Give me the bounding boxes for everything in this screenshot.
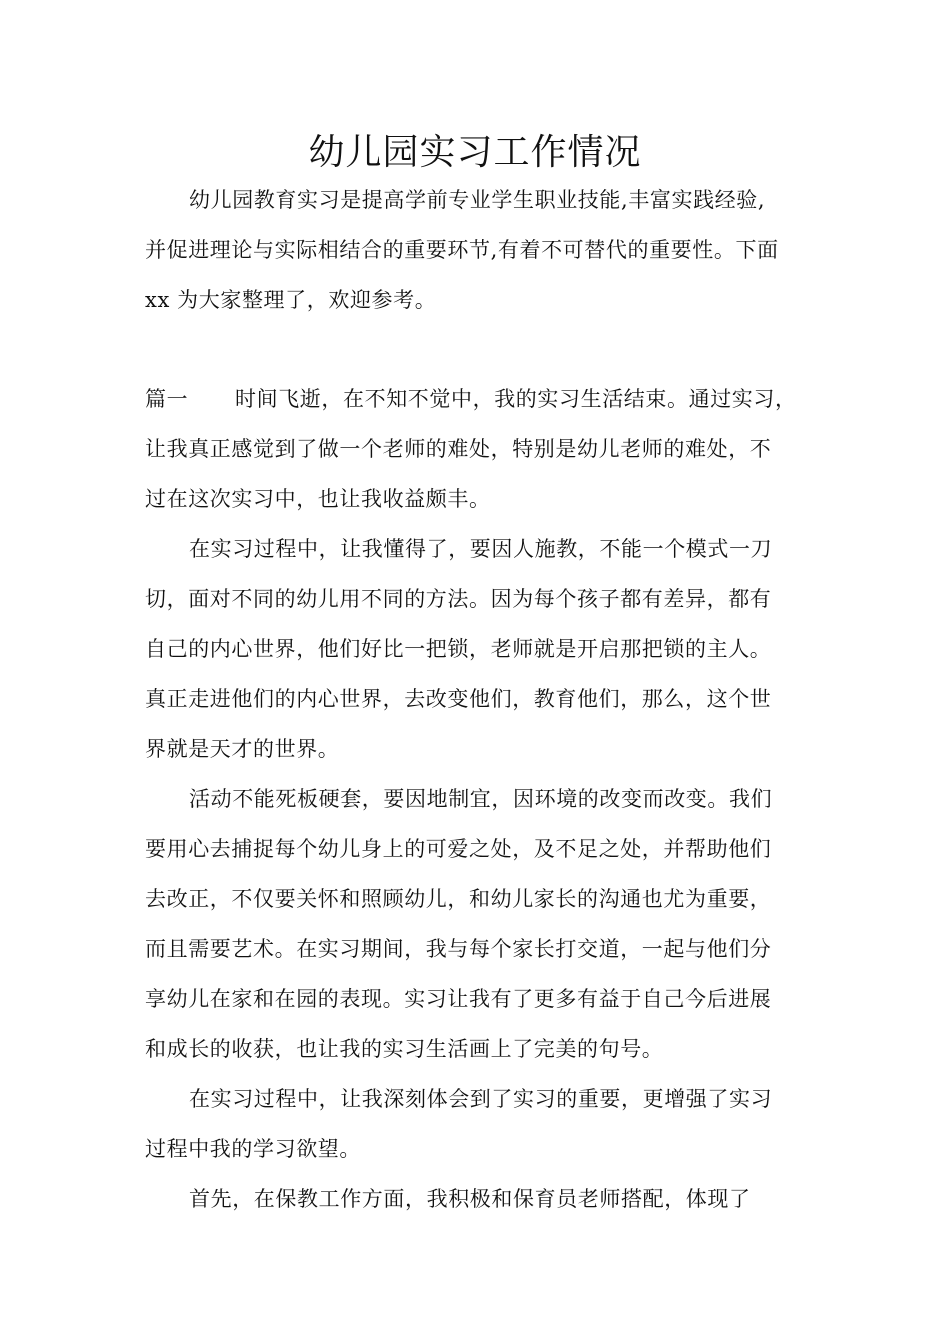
paragraph-line: 在实习过程中，让我懂得了，要因人施教，不能一个模式一刀 — [189, 537, 773, 561]
paragraph-line: 界就是天才的世界。 — [145, 737, 340, 761]
document-title: 幼儿园实习工作情况 — [308, 132, 642, 173]
paragraph-line: 让我真正感觉到了做一个老师的难处，特别是幼儿老师的难处，不 — [145, 437, 772, 461]
paragraph-line: 自己的内心世界，他们好比一把锁，老师就是开启那把锁的主人。 — [145, 637, 772, 661]
paragraph-line: 过程中我的学习欲望。 — [145, 1137, 361, 1161]
paragraph-line: 活动不能死板硬套，要因地制宜，因环境的改变而改变。我们 — [189, 787, 773, 811]
paragraph-line: 而且需要艺术。在实习期间，我与每个家长打交道，一起与他们分 — [145, 937, 772, 961]
intro-line: xx 为大家整理了，欢迎参考。 — [145, 288, 437, 312]
section-first-text: 时间飞逝，在不知不觉中，我的实习生活结束。通过实习， — [235, 387, 797, 411]
intro-line: 幼儿园教育实习是提高学前专业学生职业技能,丰富实践经验, — [189, 188, 766, 212]
intro-line: 并促进理论与实际相结合的重要环节,有着不可替代的重要性。下面 — [145, 238, 779, 262]
paragraph-line: 去改正，不仅要关怀和照顾幼儿，和幼儿家长的沟通也尤为重要， — [145, 887, 772, 911]
paragraph-line: 在实习过程中，让我深刻体会到了实习的重要，更增强了实习 — [189, 1087, 773, 1111]
paragraph-line: 切，面对不同的幼儿用不同的方法。因为每个孩子都有差异，都有 — [145, 587, 772, 611]
section-first-line — [145, 384, 825, 414]
paragraph-line: 和成长的收获，也让我的实习生活画上了完美的句号。 — [145, 1037, 664, 1061]
section-label: 篇一 — [145, 387, 189, 411]
paragraph-line: 享幼儿在家和在园的表现。实习让我有了更多有益于自己今后进展 — [145, 987, 772, 1011]
paragraph-line: 要用心去捕捉每个幼儿身上的可爱之处，及不足之处，并帮助他们 — [145, 837, 772, 861]
paragraph-line: 首先，在保教工作方面，我积极和保育员老师搭配，体现了 — [189, 1187, 751, 1211]
paragraph-line: 真正走进他们的内心世界，去改变他们，教育他们，那么，这个世 — [145, 687, 772, 711]
paragraph-line: 过在这次实习中，也让我收益颇丰。 — [145, 487, 491, 511]
